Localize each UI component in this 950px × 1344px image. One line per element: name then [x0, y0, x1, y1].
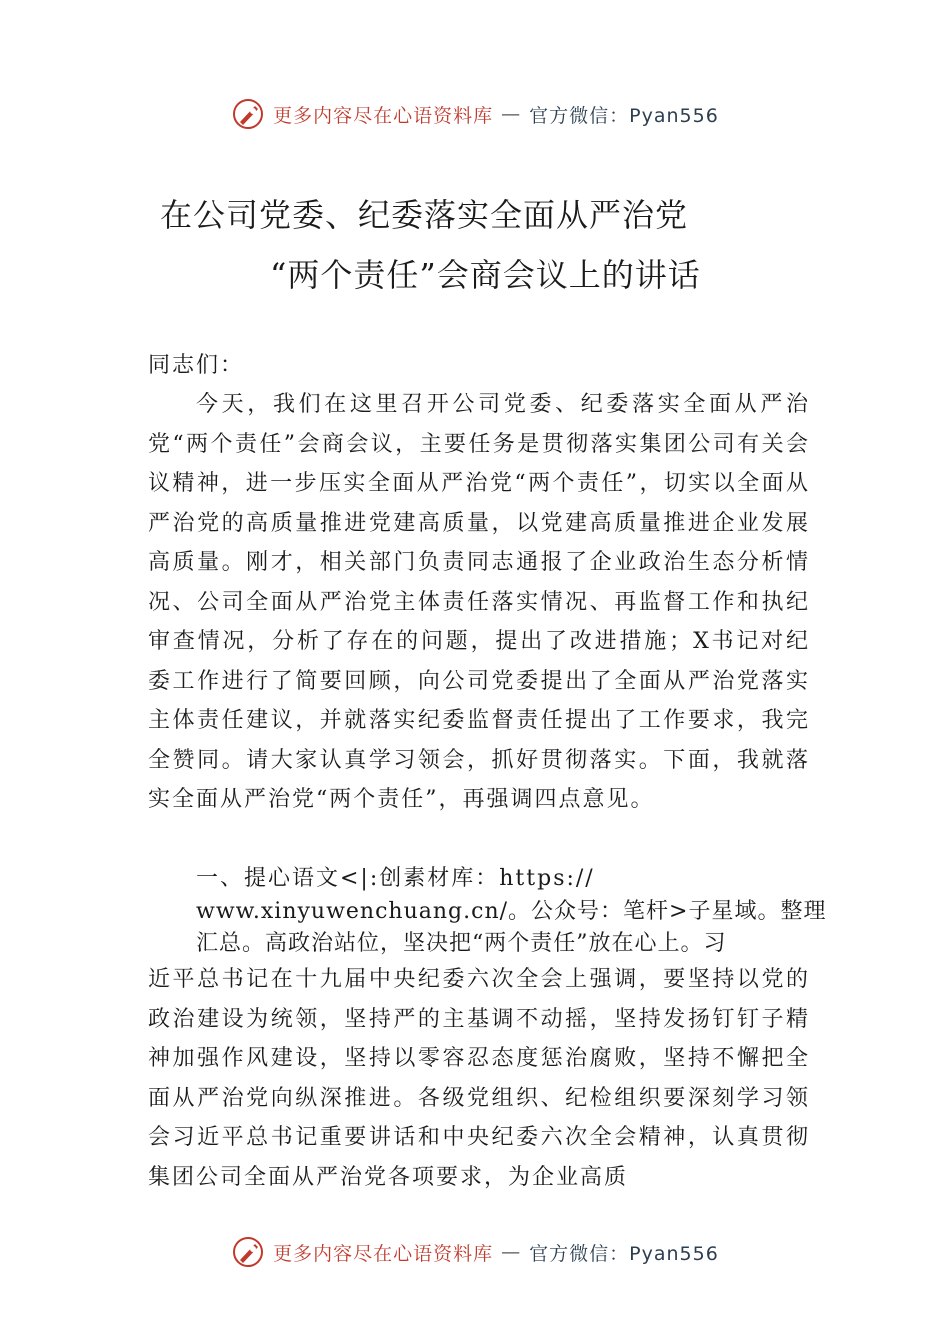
watermark-text: 更多内容尽在心语资料库 — [273, 1242, 494, 1265]
footer-watermark — [0, 1232, 950, 1272]
section1-heading-prefix: 一、提心语文<|:创素材库：https:// — [196, 866, 595, 891]
paragraph-section1-body: 近平总书记在十九届中央纪委六次全会上强调，要坚持以党的政治建设为统领，坚持严的主基调不动摇，坚持发扬钉钉子精神加强作风建设，坚持以零容忍态度惩治腐败，坚持不懈把全面从严治党向纵深推进。各级党组织、纪检组织要深刻学习领会习近平总书记重要讲话和中央纪委六次全会精神，认真贯彻集团公司全面从严治党各项要求，为企业高质 — [148, 967, 810, 1190]
greeting: 同志们： — [148, 353, 245, 378]
watermark-wechat: 官方微信：Pyan556 — [529, 1242, 719, 1265]
watermark-separator: — — [501, 103, 522, 125]
watermark-separator: — — [501, 1241, 522, 1263]
watermark-text: 更多内容尽在心语资料库 — [273, 104, 494, 127]
header-watermark — [0, 94, 950, 134]
watermark-wechat: 官方微信：Pyan556 — [529, 104, 719, 127]
section1-continue-line: 汇总。高政治站位，坚决把“两个责任”放在心上。习 — [196, 931, 727, 956]
paragraph-intro: 今天，我们在这里召开公司党委、纪委落实全面从严治党“两个责任”会商会议，主要任务是贯彻落实集团公司有关会议精神，进一步压实全面从严治党“两个责任”，切实以全面从严治党的高质量推进党建高质量，以党建高质量推进企业发展高质量。刚才，相关部门负责同志通报了企业政治生态分析情况、公司全面从严治党主体责任落实情况、再监督工作和执纪审查情况，分析了存在的问题，提出了改进措施；X书记对纪委工作进行了简要回顾，向公司党委提出了全面从严治党落实主体责任建议，并就落实纪委监督责任提出了工作要求，我完全赞同。请大家认真学习领会，抓好贯彻落实。下面，我就落实全面从严治党“两个责任”，再强调四点意见。 — [148, 392, 810, 812]
section1-url-line: www.xinyuwenchuang.cn/。公众号：笔杆>子星域。整理 — [196, 899, 827, 924]
document-title-line1: 在公司党委、纪委落实全面从严治党 — [160, 196, 689, 234]
pen-logo-icon — [231, 1235, 265, 1269]
pen-logo-icon — [231, 97, 265, 131]
document-title-line2: “两个责任”会商会议上的讲话 — [270, 256, 701, 294]
